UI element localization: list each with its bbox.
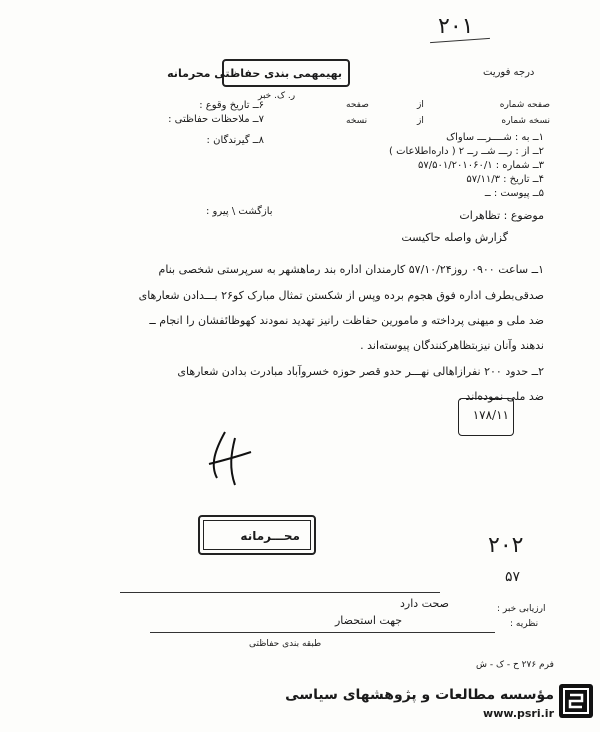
classification-stamp-text: بهیمهمی بندی حفاظتی محرمانه xyxy=(167,67,342,80)
body-line-4: ندهند وآنان نیزبتظاهرکنندگان پیوسته‌اند . xyxy=(360,339,544,352)
field-recipients: ۸ــ گیرندگان : xyxy=(206,135,264,146)
field-attachment: ۵ــ پیوست : ــ xyxy=(484,188,544,199)
watermark-org-name: مؤسسه مطالعات و پژوهشهای سیاسی xyxy=(285,687,554,703)
side-stamp xyxy=(458,398,514,436)
evaluation-label: ارزیابی خبر : xyxy=(497,604,546,614)
field-to: ۱ــ به : شــــرـــ ساواک xyxy=(446,132,544,143)
field-date: ۴ــ تاریخ : ۵۷/۱۱/۳ xyxy=(466,174,544,185)
field-event-date: ۶ــ تاریخ وقوع : xyxy=(199,100,264,111)
page-number-from: از xyxy=(417,100,424,110)
page-number-value-label: صفحه xyxy=(346,100,369,110)
opinion-value: جهت استحضار xyxy=(335,614,403,627)
opinion-underline xyxy=(150,632,495,633)
side-stamp-text: ۱۷۸/۱۱ xyxy=(472,408,509,422)
field-number: ۳ــ شماره : ۵۷/۵۰۱/۲۰۱۰۶۰/۱ xyxy=(418,160,544,171)
classification-sub: ر. ک. خبر xyxy=(258,91,296,101)
page-number-bottom-sub: ۵۷ xyxy=(505,569,521,585)
classification-label-footer: طبقه بندی حفاظتی xyxy=(249,639,322,649)
institute-logo-icon xyxy=(559,684,593,718)
subject-line: موضوع : تظاهرات xyxy=(459,209,544,222)
handwritten-signature xyxy=(205,430,255,490)
page-number-label: صفحه شماره xyxy=(499,100,550,110)
page-number-bottom: ۲۰۲ xyxy=(488,533,524,558)
copy-number-label: نسخه شماره xyxy=(501,116,550,126)
opinion-label: نظریه : xyxy=(510,619,539,629)
footer-top-rule xyxy=(120,592,440,593)
form-number: فرم ۲۷۶ ح - ک - ش xyxy=(476,660,554,670)
watermark-logo xyxy=(559,684,593,718)
evaluation-value: صحت دارد xyxy=(400,597,449,610)
page-number-top: ۲۰۱ xyxy=(438,14,474,39)
copy-from: از xyxy=(417,116,424,126)
field-from: ۲ــ از : رـــ شــ رــ ۲ ( داره‌اطلاعات ) xyxy=(389,146,544,157)
lower-stamp-text: محـــرمانه xyxy=(240,529,300,543)
body-line-5: ۲ــ حدود ۲۰۰ نفرازاهالی نهـــر حدو قصر حوزه خسروآباد مبادرت بدادن شعارهای xyxy=(177,365,544,378)
body-line-1: ۱ــ ساعت ۰۹۰۰ روز۵۷/۱۰/۲۴ کارمندان اداره بند رماهشهر به سرپرستی شخصی بنام xyxy=(158,263,544,276)
body-line-3: ضد ملی و میهنی پرداخته و مامورین حفاظت رانیز تهدید نمودند کهوظائفشان را انجام ــ xyxy=(149,314,544,327)
report-heading: گزارش واصله حاکیست xyxy=(401,231,508,244)
urgency-label: درجه فوریت xyxy=(483,67,535,78)
watermark-url: www.psri.ir xyxy=(483,707,554,720)
lower-classification-stamp xyxy=(198,515,316,555)
field-protection-notes: ۷ــ ملاحظات حفاظتی : xyxy=(168,114,264,125)
body-line-6: ضد ملی نموده‌اند . xyxy=(458,390,544,403)
reference-line: بازگشت \ پیرو : xyxy=(206,206,273,217)
copy-value-label: نسخه xyxy=(346,116,368,126)
body-line-2: صدقی‌بطرف اداره فوق هجوم برده وپس از شکستن تمثال مبارک کو۲۶ بـــدادن شعارهای xyxy=(138,289,544,302)
classification-stamp xyxy=(167,59,350,87)
